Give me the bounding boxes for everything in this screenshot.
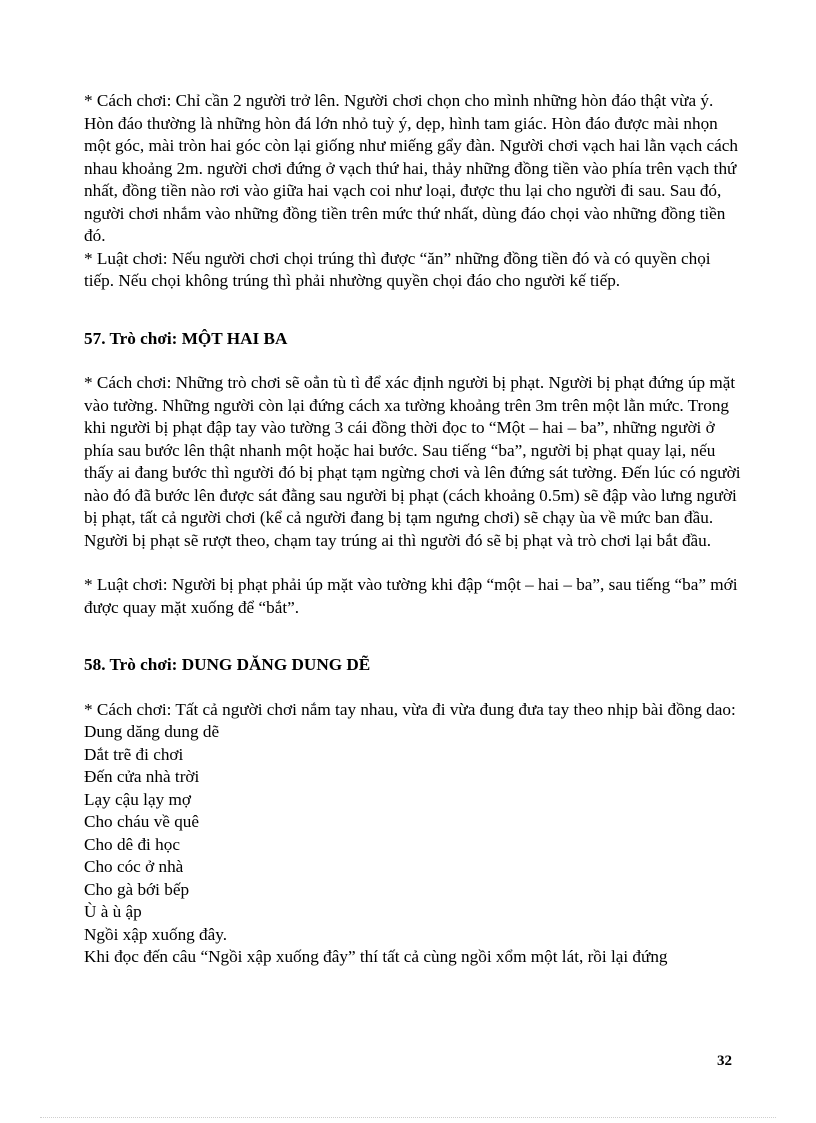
poem-line: Cho cháu về quê [84, 812, 200, 831]
section-58-rules-paragraph: * Cách chơi: Tất cả người chơi nắm tay nhau, vừa đi vừa đung đưa tay theo nhịp bài đồng dao: [84, 699, 736, 719]
poem-line: Lạy cậu lạy mợ [84, 789, 191, 809]
poem-line: Cho dê đi học [84, 834, 180, 854]
section-58-heading [84, 654, 744, 677]
footer-divider [40, 1117, 776, 1118]
section-57-heading-title: MỘT HAI BA [181, 328, 288, 348]
poem-line: Ngồi xập xuống đây. [84, 924, 228, 944]
poem-line: Dắt trẽ đi chơi [84, 744, 184, 764]
section-57-heading-prefix: 57. Trò chơi: [84, 328, 178, 348]
section-law-paragraph: * Luật chơi: Nếu người chơi chọi trúng thì được “ăn” những đồng tiền đó và có quyền chọi tiếp. Nếu chọi không trúng thì phải nhường quyền chọi đáo cho người kế tiếp. [84, 248, 711, 290]
section-58-closing-paragraph: Khi đọc đến câu “Ngồi xập xuống đây” thí tất cả cùng ngồi xổm một lát, rồi lại đứng [84, 947, 668, 966]
section-57-law-paragraph: * Luật chơi: Người bị phạt phải úp mặt vào tường khi đập “một – hai – ba”, sau tiếng “ba” mới được quay mặt xuống để “bắt”. [84, 575, 738, 617]
section-rules-paragraph: * Cách chơi: Chỉ cần 2 người trở lên. Người chơi chọn cho mình những hòn đáo thật vừa ý. Hòn đáo thường là những hòn đá lớn nhỏ tuỳ ý, dẹp, hình tam giác. Hòn đáo được mài nhọn một góc, mài tròn hai góc còn lại giống như miếng gẩy đàn. Người chơi vạch hai lằn vạch cách nhau khoảng 2m. người chơi đứng ở vạch thứ hai, thảy những đồng tiền vào phía trên vạch thứ nhất, đồng tiền nào rơi vào giữa hai vạch coi như loại, được thu lại cho người đi sau. Sau đó, người chơi nhắm vào những đồng tiền trên mức thứ nhất, dùng đáo chọi vào những đồng tiền đó. [84, 91, 738, 245]
poem-line: Dung dăng dung dẽ [84, 722, 220, 741]
poem-line: Cho gà bới bếp [84, 879, 190, 899]
section-57-rules-paragraph: * Cách chơi: Những trò chơi sẽ oẳn tù tì để xác định người bị phạt. Người bị phạt đứng úp mặt vào tường. Những người còn lại đứng cách xa tường khoảng trên 3m trên một lằn mức. Trong khi người bị phạt đập tay vào tường 3 cái đồng thời đọc to “Một – hai – ba”, những người ở phía sau bước lên thật nhanh một hoặc hai bước. Sau tiếng “ba”, người bị phạt quay lại, nếu thấy ai đang bước thì người đó bị phạt tạm ngừng chơi và lên đứng sát tường. Đến lúc có người nào đó đã bước lên được sát đằng sau người bị phạt (cách khoảng 0.5m) sẽ đập vào lưng người bị phạt, tất cả người chơi (kể cả người đang bị tạm ngưng chơi) sẽ chạy ùa về mức ban đầu. Người bị phạt sẽ rượt theo, chạm tay trúng ai thì người đó sẽ bị phạt và trò chơi lại bắt đầu. [84, 373, 741, 550]
poem-line: Đến cửa nhà trời [84, 767, 200, 786]
poem-line: Ù à ù ập [84, 902, 142, 921]
section-57-heading [84, 328, 744, 351]
page-number: 32 [717, 1053, 732, 1069]
section-58-heading-prefix: 58. Trò chơi: [84, 655, 178, 674]
poem-line: Cho cóc ở nhà [84, 857, 184, 876]
section-58-heading-title: DUNG DĂNG DUNG DẼ [181, 655, 371, 674]
document-body [84, 90, 744, 969]
